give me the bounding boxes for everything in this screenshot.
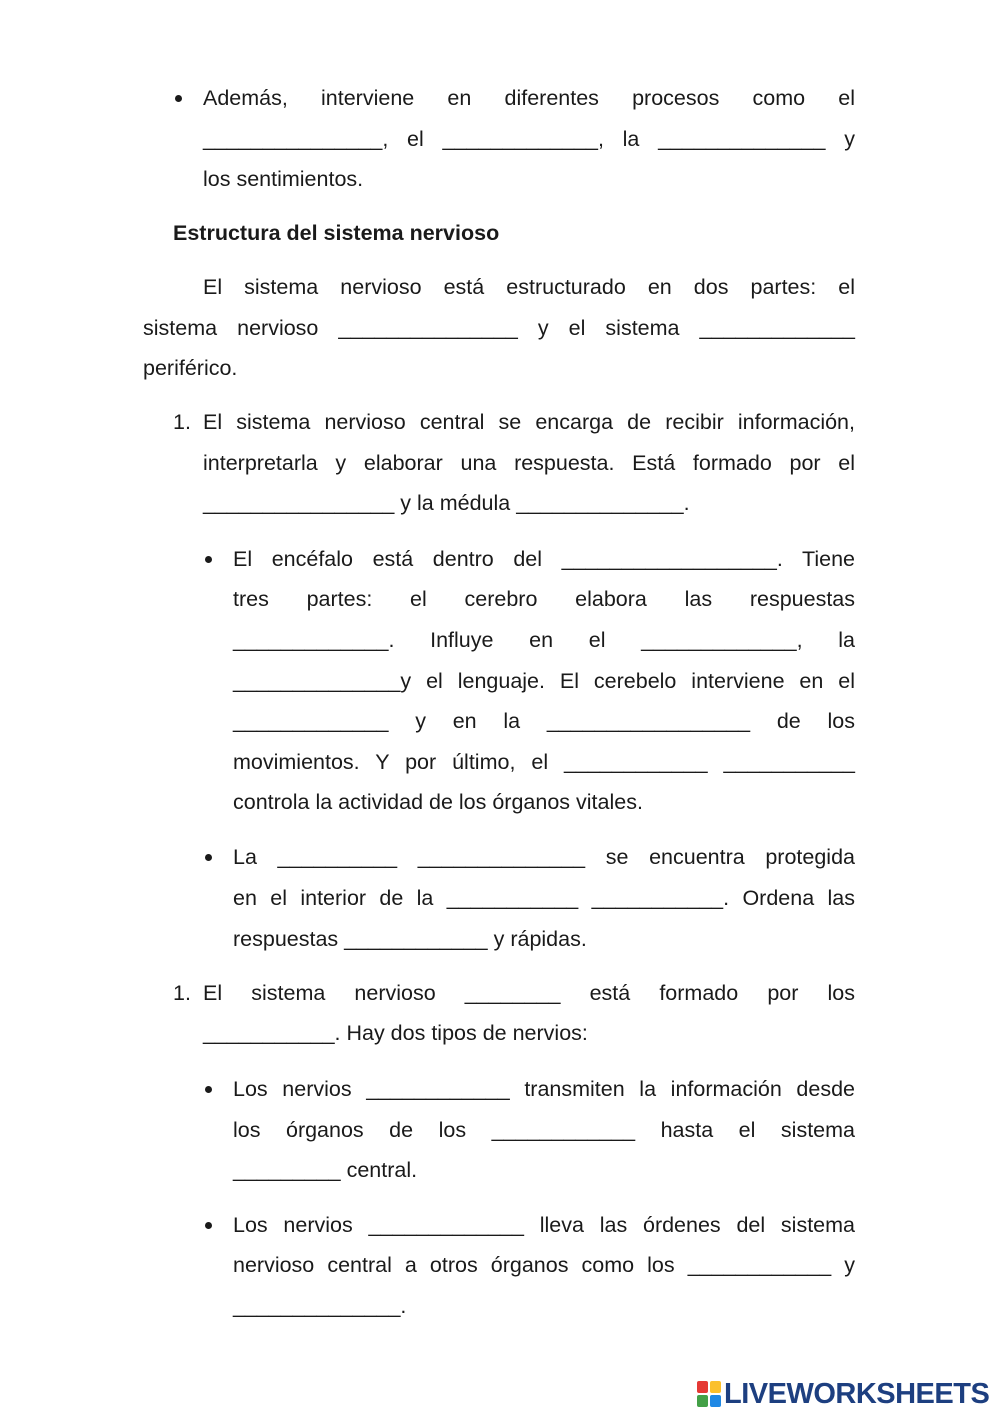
text-line: en el interior de la ___________ ___________. Ordena las (233, 886, 855, 910)
bullet-dot (205, 1086, 212, 1093)
logo-block-yellow (710, 1381, 721, 1393)
text-line: Además, interviene en diferentes procesos como el (203, 86, 855, 110)
text-line: controla la actividad de los órganos vitales. (233, 790, 643, 814)
bullet-dot (175, 95, 182, 102)
text-line: _______________, el _____________, la ______________ y (203, 127, 855, 151)
text-line: los órganos de los ____________ hasta el sistema (233, 1118, 855, 1142)
text-line: nervioso central a otros órganos como los ____________ y (233, 1253, 855, 1277)
text-line: respuestas ____________ y rápidas. (233, 927, 587, 951)
bullet-dot (205, 1222, 212, 1229)
text-line: La __________ ______________ se encuentra protegida (233, 845, 855, 869)
text-line: Los nervios ____________ transmiten la información desde (233, 1077, 855, 1101)
text-line: movimientos. Y por último, el ____________ ___________ (233, 750, 855, 774)
logo-block-blue (710, 1395, 721, 1407)
text-line: ______________y el lenguaje. El cerebelo interviene en el (233, 669, 855, 693)
text-line: periférico. (143, 356, 238, 380)
text-line: tres partes: el cerebro elabora las respuestas (233, 587, 855, 611)
bullet-dot (205, 556, 212, 563)
logo-block-green (697, 1395, 708, 1407)
text-line: ______________. (233, 1294, 407, 1318)
text-line: _________ central. (233, 1158, 418, 1182)
bullet-dot (205, 854, 212, 861)
text-line: _____________ y en la _________________ de los (233, 709, 855, 733)
logo-block-red (697, 1381, 708, 1393)
text-line: ________________ y la médula ______________. (203, 491, 690, 515)
logo-blocks-icon (697, 1381, 721, 1407)
text-line: El sistema nervioso está estructurado en dos partes: el (203, 275, 855, 299)
text-line: ___________. Hay dos tipos de nervios: (203, 1021, 588, 1045)
text-line: sistema nervioso _______________ y el sistema _____________ (143, 316, 855, 340)
list-number: 1. (173, 981, 191, 1005)
text-line: los sentimientos. (203, 167, 364, 191)
logo-text: LIVEWORKSHEETS (724, 1378, 990, 1410)
text-line: _____________. Influye en el _____________, la (233, 628, 855, 652)
liveworksheets-logo (697, 1377, 995, 1411)
text-line: El sistema nervioso ________ está formado por los (203, 981, 855, 1005)
text-line: El encéfalo está dentro del __________________. Tiene (233, 547, 855, 571)
text-line: Los nervios _____________ lleva las órdenes del sistema (233, 1213, 855, 1237)
section-heading: Estructura del sistema nervioso (173, 221, 500, 245)
list-number: 1. (173, 410, 191, 434)
text-line: interpretarla y elaborar una respuesta. Está formado por el (203, 451, 855, 475)
text-line: El sistema nervioso central se encarga de recibir información, (203, 410, 855, 434)
